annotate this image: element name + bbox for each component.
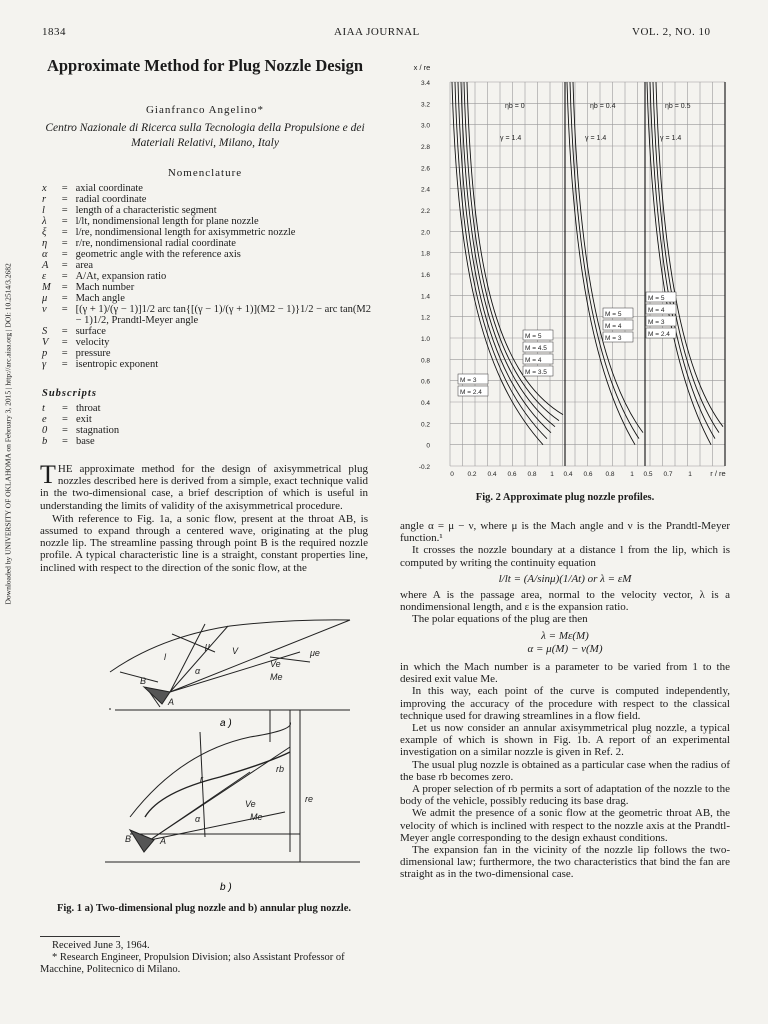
equals-sign: = [61,304,68,315]
equals-sign: = [62,403,68,414]
y-tick-label: 3.0 [420,122,430,130]
subscript-definition: throat [76,403,101,414]
nomenclature-row [42,238,372,249]
svg-text:A: A [160,836,167,846]
subscript-row [42,414,242,425]
panel-label: ηb = 0 [505,103,525,110]
equals-sign: = [61,194,68,205]
y-tick-label: 1.0 [420,336,430,343]
subscript-symbol: t [42,403,45,414]
subscript-symbol: e [42,414,47,425]
nomenclature-symbol: M [42,282,51,293]
mach-label: M = 5 [648,295,665,302]
x-tick-label: 0.2 [467,471,477,478]
svg-text:α: α [195,814,201,824]
nomenclature-list [42,183,372,370]
nomenclature-symbol: ν [42,304,47,315]
nomenclature-symbol: ξ [42,227,47,238]
equals-sign: = [61,282,68,293]
nomenclature-row [42,282,372,293]
footnotes [40,940,370,976]
svg-text:α: α [195,666,201,676]
equals-sign: = [61,359,68,370]
mach-label: M = 2.4 [460,389,482,396]
y-axis-label: x / re [413,63,431,72]
y-tick-label: 0.6 [420,378,430,386]
page-number: 1834 [42,26,66,38]
nomenclature-symbol: γ [42,359,47,370]
nomenclature-row [42,359,372,370]
figure-1-caption: Fig. 1 a) Two-dimensional plug nozzle and b) annular plug nozzle. [56,903,352,914]
paragraph: angle α = μ − ν, where μ is the Mach angle and ν is the Prandtl-Meyer function.¹ [400,520,730,545]
x-tick-label: 1 [688,471,692,478]
mach-label: M = 2.4 [648,331,670,338]
nomenclature-definition: isentropic exponent [75,359,159,370]
paragraph: In this way, each point of the curve is computed independently, improving the accuracy of the procedure with respect to the classical technique used for drawing streamlines in a flow field. [400,685,730,722]
svg-text:B: B [125,834,132,844]
nomenclature-symbol: λ [42,216,47,227]
x-tick-label: 0.8 [605,471,615,478]
nomenclature-row [42,205,372,216]
footnote-rule [40,936,120,937]
mach-label: M = 4 [605,323,622,330]
equation: α = μ(M) − ν(M) [527,642,603,655]
drop-cap: T [40,460,56,489]
x-tick-label: 0.6 [507,471,517,478]
equals-sign: = [61,183,68,194]
y-tick-label: 1.8 [420,250,430,258]
x-tick-label: 0.7 [663,471,673,478]
svg-text:rb: rb [276,764,285,774]
figure-1-plug-nozzle [100,612,370,897]
svg-text:Ve: Ve [270,659,281,669]
subscript-row [42,425,242,436]
y-tick-label: 3.4 [420,80,430,87]
paragraph: HE approximate method for the design of axisymmetrical plug nozzles described here is derived from a simple, exact technique valid in the two-dimensional case, a brief description of which is useful in understanding the limits of validity of the axisymmetrical procedure. [40,463,368,512]
svg-text:A: A [168,697,175,707]
x-tick-label: 0 [450,471,454,478]
nomenclature-row [42,326,372,337]
subscript-definition: exit [76,414,92,425]
mach-label: M = 3.5 [525,369,547,376]
nomenclature-definition: Mach number [75,282,135,293]
equals-sign: = [61,271,68,282]
y-tick-label: 0.8 [420,357,430,365]
x-tick-label: 1 [550,471,554,478]
equals-sign: = [61,337,68,348]
body-text-left [40,460,368,575]
nomenclature-row [42,348,372,359]
subscripts-list [42,403,242,447]
subscripts-heading: Subscripts [42,388,97,399]
nomenclature-row [42,183,372,194]
svg-text:μ: μ [205,641,210,651]
subscript-row [42,403,242,414]
y-tick-label: 1.2 [420,314,430,322]
nomenclature-definition: axial coordinate [75,183,143,194]
x-tick-label: 0.8 [527,471,537,478]
equals-sign: = [62,436,68,447]
nomenclature-row [42,249,372,260]
nomenclature-symbol: x [42,183,47,194]
subscript-symbol: b [42,436,48,447]
gamma-label: γ = 1.4 [500,135,522,142]
y-tick-label: 3.2 [420,101,430,109]
equals-sign: = [62,425,68,436]
y-tick-label: 0 [426,442,430,450]
nomenclature-row [42,194,372,205]
x-tick-label: 0.4 [487,471,497,478]
paragraph: where A is the passage area, normal to the velocity vector, λ is a nondimensional length, and ε is the expansion ratio. [400,589,730,614]
equals-sign: = [61,227,68,238]
svg-text:r: r [200,774,203,784]
svg-text:l: l [164,652,166,662]
nomenclature-definition: l/re, nondimensional length for axisymmetric nozzle [75,227,296,238]
y-tick-label: 2.4 [420,186,430,194]
download-sidebar: Downloaded by UNIVERSITY OF OKLAHOMA on February 3, 2015 | http://arc.aiaa.org | DOI: 10.2514/3.2682 [3,263,13,605]
nomenclature-row [42,271,372,282]
nomenclature-definition: pressure [75,348,111,359]
equals-sign: = [61,205,68,216]
nomenclature-symbol: r [42,194,47,205]
subscript-row [42,436,242,447]
mach-label: M = 5 [605,311,622,318]
nomenclature-symbol: A [42,260,49,271]
nomenclature-heading: Nomenclature [167,167,243,179]
nomenclature-definition: area [75,260,94,271]
nomenclature-symbol: α [42,249,48,260]
mach-label: M = 3 [648,319,665,326]
x-tick-label: 0.6 [583,471,593,478]
y-tick-label: 2.2 [420,208,430,215]
nomenclature-definition: A/At, expansion ratio [75,271,167,282]
figure-2-caption: Fig. 2 Approximate plug nozzle profiles. [475,492,655,503]
figure-2-chart [400,60,730,485]
panel-label: ηb = 0.5 [665,103,691,110]
nomenclature-symbol: μ [42,293,48,304]
paragraph: The usual plug nozzle is obtained as a particular case when the radius of the base rb becomes zero. [400,758,730,783]
body-text-right [400,520,730,881]
y-tick-label: -0.2 [418,464,430,471]
received-date: Received June 3, 1964. [52,940,150,951]
fig1-panel-b-label: b ) [220,882,232,893]
nomenclature-symbol: S [42,326,48,337]
paragraph: We admit the presence of a sonic flow at the geometric throat AB, the velocity of which is inclined with respect to the nozzle axis at the Prandtl-Meyer angle corresponding to the design exhaust conditions. [400,807,730,844]
nomenclature-row [42,216,372,227]
paragraph: Let us now consider an annular axisymmetrical plug nozzle, a typical example of which is shown in Fig. 1b. A report of an experimental investigation on a similar nozzle is given in Ref. 2. [400,722,730,759]
nomenclature-definition: surface [75,326,106,337]
nozzle-profile-a [110,620,350,672]
mach-label: M = 4 [525,357,542,364]
nomenclature-definition: Mach angle [75,293,125,304]
nomenclature-definition: l/lt, nondimensional length for plane nozzle [75,216,259,227]
mach-label: M = 3 [460,377,477,384]
panel-label: ηb = 0.4 [590,103,616,110]
y-tick-label: 1.6 [420,272,430,279]
svg-text:Me: Me [250,812,263,822]
x-axis-label: r / re [710,469,726,478]
paragraph: The polar equations of the plug are then [412,613,588,626]
svg-text:Me: Me [270,672,283,682]
equals-sign: = [61,293,68,304]
nomenclature-definition: velocity [75,337,110,348]
equals-sign: = [61,238,68,249]
y-tick-label: 0.2 [420,421,430,429]
svg-text:V: V [232,646,239,656]
author-footnote: * Research Engineer, Propulsion Division; also Assistant Professor of Macchine, Politecnico di Milano. [40,952,345,975]
subscript-definition: stagnation [76,425,120,436]
nomenclature-definition: length of a characteristic segment [75,205,217,216]
nomenclature-definition: r/re, nondimensional radial coordinate [75,238,236,249]
svg-text:re: re [305,794,314,804]
gamma-label: γ = 1.4 [660,135,682,142]
paragraph: in which the Mach number is a parameter to be varied from 1 to the desired exit value Me. [400,661,730,686]
author: Gianfranco Angelino* [145,104,265,116]
y-tick-label: 2.6 [420,165,430,173]
profile-curve [467,82,563,415]
paragraph: With reference to Fig. 1a, a sonic flow, present at the throat AB, is assumed to expand through a centered wave, originating at the plug nozzle lip. The streamline passing through point B is the required nozzle profile. A typical characteristic line is a straight, constant properties line, inclined with respect to the direction of the sonic flow, at the [40,512,368,574]
svg-text:Ve: Ve [245,799,256,809]
paper-title: Approximate Method for Plug Nozzle Design [46,56,364,75]
fig1-panel-a-label: a ) [220,718,232,729]
subscript-definition: base [76,436,95,447]
nomenclature-definition: geometric angle with the reference axis [75,249,241,260]
nomenclature-definition: [(γ + 1)/(γ − 1)]1/2 arc tan{[(γ − 1)/(γ + 1)](M2 − 1)}1/2 − arc tan(M2 − 1)1/2, Prandtl-Meyer angle [75,304,371,326]
svg-text:B: B [140,676,147,686]
equation: l/lt = (A/sinμ)(1/At) or λ = εM [498,572,632,585]
volume-info: VOL. 2, NO. 10 [632,26,711,38]
nomenclature-row [42,293,372,304]
mach-label: M = 4 [648,307,665,314]
mach-label: M = 3 [605,335,622,342]
nomenclature-row [42,337,372,348]
svg-text:μe: μe [310,648,320,658]
mach-label: M = 5 [525,333,542,340]
equation: λ = Mε(M) [541,629,589,642]
y-tick-label: 0.4 [420,400,430,407]
nomenclature-row [42,227,372,238]
x-tick-label: 0.5 [643,471,653,478]
x-tick-label: 1 [630,471,634,478]
nomenclature-symbol: η [42,238,48,249]
subscript-symbol: 0 [42,425,48,436]
nomenclature-symbol: p [42,348,48,359]
nomenclature-symbol: V [42,337,49,348]
equals-sign: = [61,348,68,359]
journal-name: AIAA JOURNAL [334,26,420,38]
equals-sign: = [62,414,68,425]
equals-sign: = [61,216,68,227]
y-tick-label: 1.4 [420,293,430,301]
equals-sign: = [61,249,68,260]
nomenclature-symbol: ε [42,271,47,282]
paragraph: The expansion fan in the vicinity of the nozzle lip follows the two-dimensional law; furthermore, the two characteristics that bind the fan are straight as in the two-dimensional case. [400,844,730,881]
x-tick-label: 0.4 [563,471,573,478]
y-tick-label: 2.0 [420,229,430,237]
mach-label: M = 4.5 [525,345,547,352]
equals-sign: = [61,326,68,337]
paragraph: A proper selection of rb permits a sort of adaptation of the nozzle to the body of the vehicle, possibly reducing its base drag. [400,783,730,808]
affiliation: Centro Nazionale di Ricerca sulla Tecnologia della Propulsione e dei Materiali Relativi, Milano, Italy [45,122,365,149]
nomenclature-definition: radial coordinate [75,194,147,205]
equals-sign: = [61,260,68,271]
nomenclature-row [42,260,372,271]
gamma-label: γ = 1.4 [585,135,607,142]
nomenclature-row [42,304,372,326]
y-tick-label: 2.8 [420,144,430,151]
paragraph: It crosses the nozzle boundary at a distance l from the lip, which is computed by writing the continuity equation [400,544,730,569]
nomenclature-symbol: l [42,205,45,216]
